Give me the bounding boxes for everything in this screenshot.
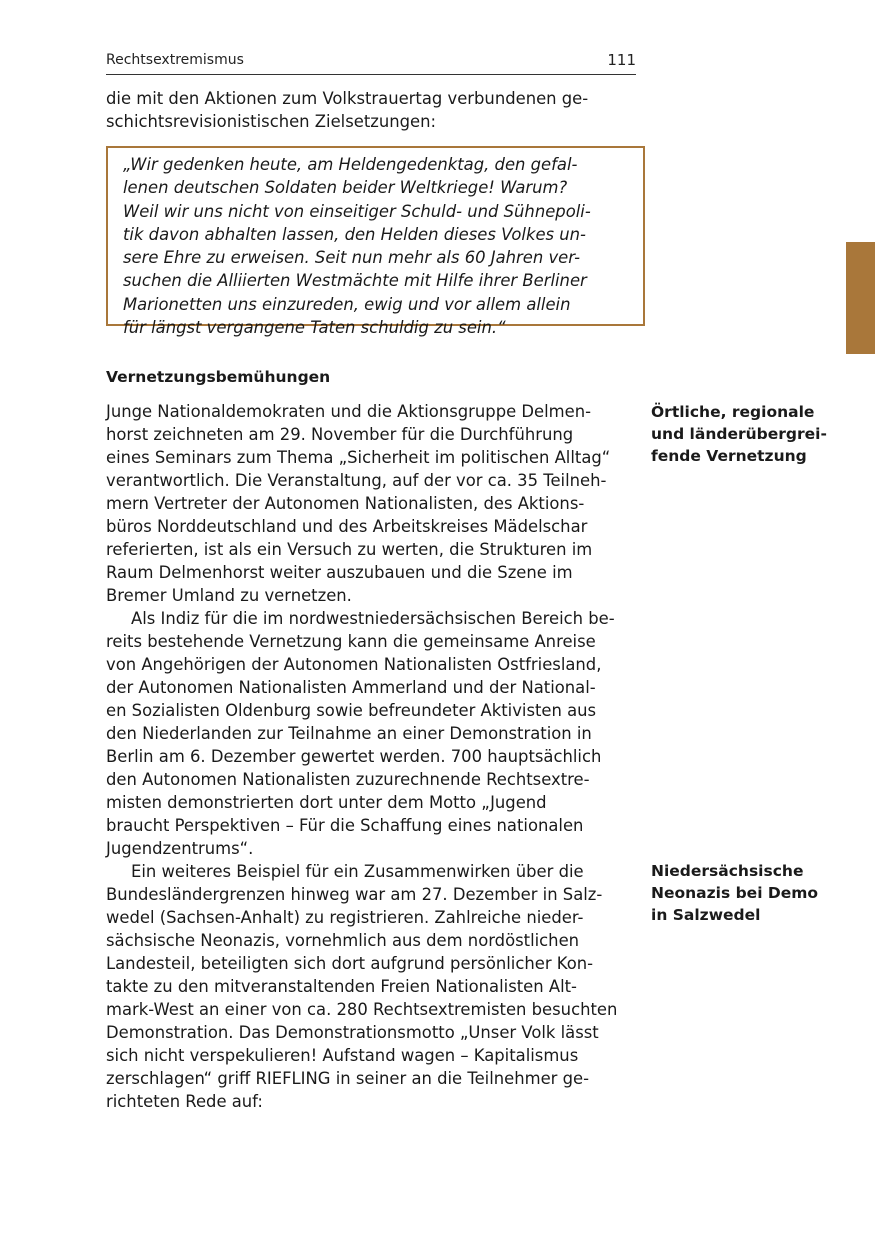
section-heading: Vernetzungsbemühungen (106, 368, 331, 386)
margin-note-line: Neonazis bei Demo (651, 884, 819, 902)
text-line: Bremer Umland zu vernetzen. (106, 586, 352, 605)
text-line: Landesteil, beteiligten sich dort aufgrund persönlicher Kon- (106, 954, 594, 973)
quote-line: tik davon abhalten lassen, den Helden dieses Volkes un- (123, 224, 586, 244)
text-line: von Angehörigen der Autonomen Nationalisten Ostfriesland, (106, 655, 602, 674)
margin-note-line: Niedersächsische (651, 862, 804, 880)
text-line: horst zeichneten am 29. November für die Durchführung (106, 425, 574, 444)
quote-line: lenen deutschen Soldaten beider Weltkriege! Warum? (123, 178, 568, 198)
quote-line: suchen die Alliierten Westmächte mit Hilfe ihrer Berliner (123, 271, 587, 291)
text-line: misten demonstrierten dort unter dem Motto „Jugend (106, 793, 547, 812)
margin-note-networking (651, 401, 866, 467)
intro-paragraph (106, 87, 638, 133)
margin-note-line: fende Vernetzung (651, 447, 807, 465)
text-line: Jugendzentrums“. (106, 839, 254, 858)
text-line: sich nicht verspekulieren! Aufstand wagen – Kapitalismus (106, 1046, 579, 1065)
text-line: den Niederlanden zur Teilnahme an einer Demonstration in (106, 724, 592, 743)
body-text (106, 400, 638, 1113)
header-title: Rechtsextremismus (106, 52, 244, 68)
margin-note-salzwedel (651, 860, 866, 926)
text-line: der Autonomen Nationalisten Ammerland und der National- (106, 678, 596, 697)
text-line: braucht Perspektiven – Für die Schaffung eines nationalen (106, 816, 584, 835)
quote-line: sere Ehre zu erweisen. Seit nun mehr als 60 Jahren ver- (123, 248, 581, 268)
text-line: Bundesländergrenzen hinweg war am 27. Dezember in Salz- (106, 885, 603, 904)
text-line: mern Vertreter der Autonomen Nationalisten, des Aktions- (106, 494, 585, 513)
text-line: Ein weiteres Beispiel für ein Zusammenwirken über die (131, 862, 584, 881)
text-line: die mit den Aktionen zum Volkstrauertag verbundenen ge- (106, 89, 589, 108)
text-line: en Sozialisten Oldenburg sowie befreundeter Aktivisten aus (106, 701, 597, 720)
text-line: Demonstration. Das Demonstrationsmotto „Unser Volk lässt (106, 1023, 599, 1042)
text-line: schichtsrevisionistischen Zielsetzungen: (106, 112, 437, 131)
margin-note-line: und länderübergrei- (651, 425, 827, 443)
text-line: Berlin am 6. Dezember gewertet werden. 700 hauptsächlich (106, 747, 602, 766)
margin-note-line: Örtliche, regionale (651, 403, 815, 421)
text-line: richteten Rede auf: (106, 1092, 263, 1111)
quote-line: „Wir gedenken heute, am Heldengedenktag, den gefal- (123, 155, 578, 174)
text-line: sächsische Neonazis, vornehmlich aus dem nordöstlichen (106, 931, 580, 950)
margin-note-line: in Salzwedel (651, 906, 761, 924)
quote-line: für längst vergangene Taten schuldig zu sein.“ (123, 318, 506, 338)
chapter-tab-marker (846, 242, 875, 354)
text-line: verantwortlich. Die Veranstaltung, auf der vor ca. 35 Teilneh- (106, 471, 607, 490)
quote-line: Weil wir uns nicht von einseitiger Schuld- und Sühnepoli- (123, 201, 591, 221)
quote-line: Marionetten uns einzureden, ewig und vor allem allein (123, 294, 571, 314)
text-line: Als Indiz für die im nordwestniedersächsischen Bereich be- (131, 609, 615, 628)
text-line: wedel (Sachsen-Anhalt) zu registrieren. Zahlreiche nieder- (106, 908, 584, 927)
text-line: takte zu den mitveranstaltenden Freien Nationalisten Alt- (106, 977, 577, 996)
text-line: reits bestehende Vernetzung kann die gemeinsame Anreise (106, 632, 596, 651)
text-line: zerschlagen“ griff RIEFLING in seiner an die Teilnehmer ge- (106, 1069, 590, 1088)
text-line: eines Seminars zum Thema „Sicherheit im politischen Alltag“ (106, 448, 611, 467)
text-line: mark-West an einer von ca. 280 Rechtsextremisten besuchten (106, 1000, 618, 1019)
page-number: 111 (607, 51, 636, 69)
text-line: den Autonomen Nationalisten zuzurechnende Rechtsextre- (106, 770, 590, 789)
text-line: büros Norddeutschland und des Arbeitskreises Mädelschar (106, 517, 588, 536)
text-line: Junge Nationaldemokraten und die Aktionsgruppe Delmen- (106, 402, 592, 421)
quote-box (106, 146, 645, 338)
text-line: referierten, ist als ein Versuch zu werten, die Strukturen im (106, 540, 593, 559)
running-header (106, 50, 636, 75)
text-line: Raum Delmenhorst weiter auszubauen und die Szene im (106, 563, 573, 582)
